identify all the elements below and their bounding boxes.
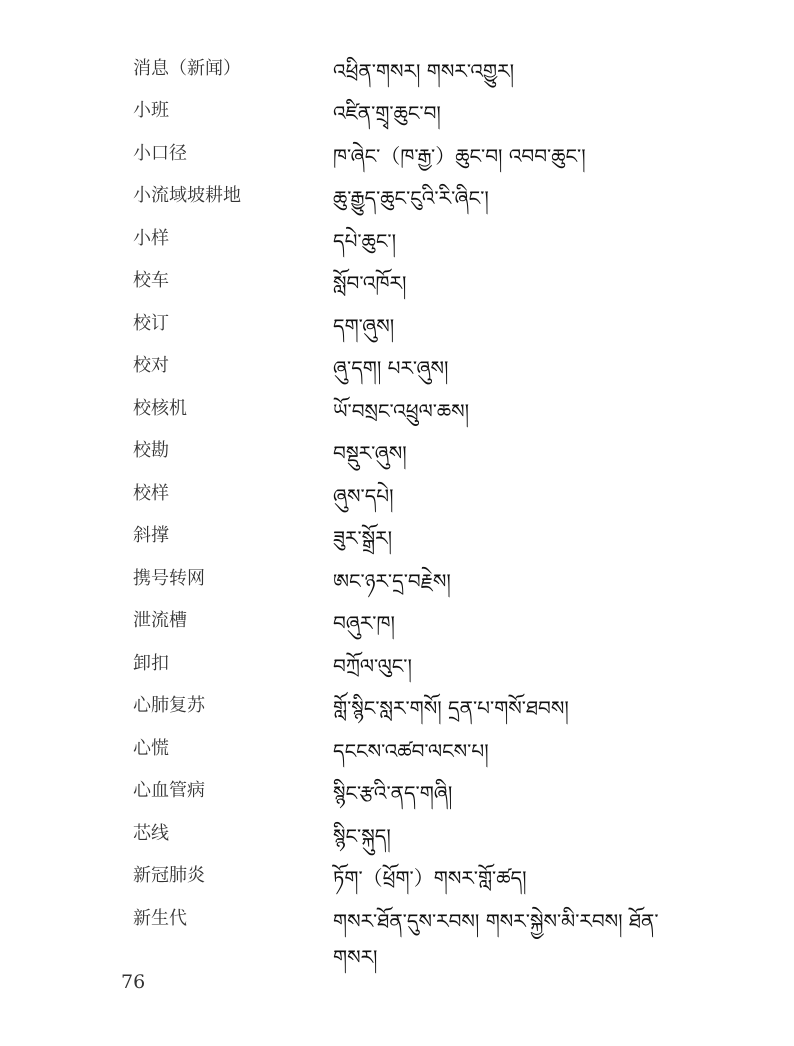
chinese-term: 校勘	[133, 440, 169, 461]
chinese-term: 斜撑	[133, 525, 169, 546]
chinese-term: 校车	[133, 270, 169, 291]
tibetan-translation: གློ་སྙིང་སླར་གསོ། དྲན་པ་གསོ་ཐབས།	[333, 696, 569, 720]
tibetan-translation: ཁ་ཞེང་（ཁ་རྒྱ་）ཆུང་བ། འབབ་ཆུང་།	[333, 144, 586, 168]
tibetan-translation: གསར་ཐོན་དུས་རབས། གསར་སྐྱེས་མི་རབས། ཐོན་གསར།	[333, 909, 659, 969]
tibetan-translation: སྙིང་སྐུད།	[333, 824, 391, 848]
tibetan-translation: དངངས་འཚབ་ལངས་པ།	[333, 739, 489, 763]
chinese-term: 泄流槽	[133, 610, 187, 631]
chinese-term: 心血管病	[133, 780, 205, 801]
tibetan-translation: ཨང་ཉར་དྲ་བརྗེས།	[333, 569, 451, 593]
tibetan-translation: བཞུར་ཁ།	[333, 611, 395, 635]
tibetan-translation: བཀྲོལ་ལུང་།	[333, 654, 412, 678]
chinese-term: 小班	[133, 100, 169, 121]
tibetan-translation: ཡོ་བསྲང་འཕྲུལ་ཆས།	[333, 399, 470, 423]
chinese-term: 校核机	[133, 398, 187, 419]
tibetan-translation: དཔེ་ཆུང་།	[333, 229, 397, 253]
chinese-term: 消息（新闻）	[133, 58, 241, 79]
chinese-term: 校样	[133, 483, 169, 504]
page-number: 76	[121, 971, 146, 993]
tibetan-translation: ཏོག་（ཕྲོག་）གསར་གློ་ཚད།	[333, 866, 527, 890]
chinese-term: 校订	[133, 313, 169, 334]
chinese-term: 校对	[133, 355, 169, 376]
tibetan-translation: ཞུས་དཔེ།	[333, 484, 394, 508]
chinese-term: 携号转网	[133, 568, 205, 589]
tibetan-translation: འཕྲིན་གསར། གསར་འགྱུར།	[333, 59, 515, 83]
chinese-term: 小样	[133, 228, 169, 249]
chinese-term: 心慌	[133, 738, 169, 759]
chinese-term: 芯线	[133, 823, 169, 844]
tibetan-translation: ཞུ་དག། པར་ཞུས།	[333, 356, 449, 380]
tibetan-translation: བསྡུར་ཞུས།	[333, 441, 407, 465]
tibetan-translation: དག་ཞུས།	[333, 314, 395, 338]
tibetan-translation: སྙིང་རྩའི་ནད་གཞི།	[333, 781, 453, 805]
chinese-term: 小流域坡耕地	[133, 185, 241, 206]
tibetan-translation: འཛིན་གྲྭ་ཆུང་བ།	[333, 101, 441, 125]
chinese-term: 心肺复苏	[133, 695, 205, 716]
chinese-term: 新生代	[133, 908, 187, 929]
chinese-term: 新冠肺炎	[133, 865, 205, 886]
tibetan-translation: སློབ་འཁོར།	[333, 271, 407, 295]
tibetan-translation: ཟུར་སྒྲོར།	[333, 526, 393, 550]
chinese-term: 小口径	[133, 143, 187, 164]
chinese-term: 卸扣	[133, 653, 169, 674]
tibetan-translation: ཆུ་རྒྱུད་ཆུང་ངུའི་རི་ཞིང་།	[333, 186, 489, 210]
